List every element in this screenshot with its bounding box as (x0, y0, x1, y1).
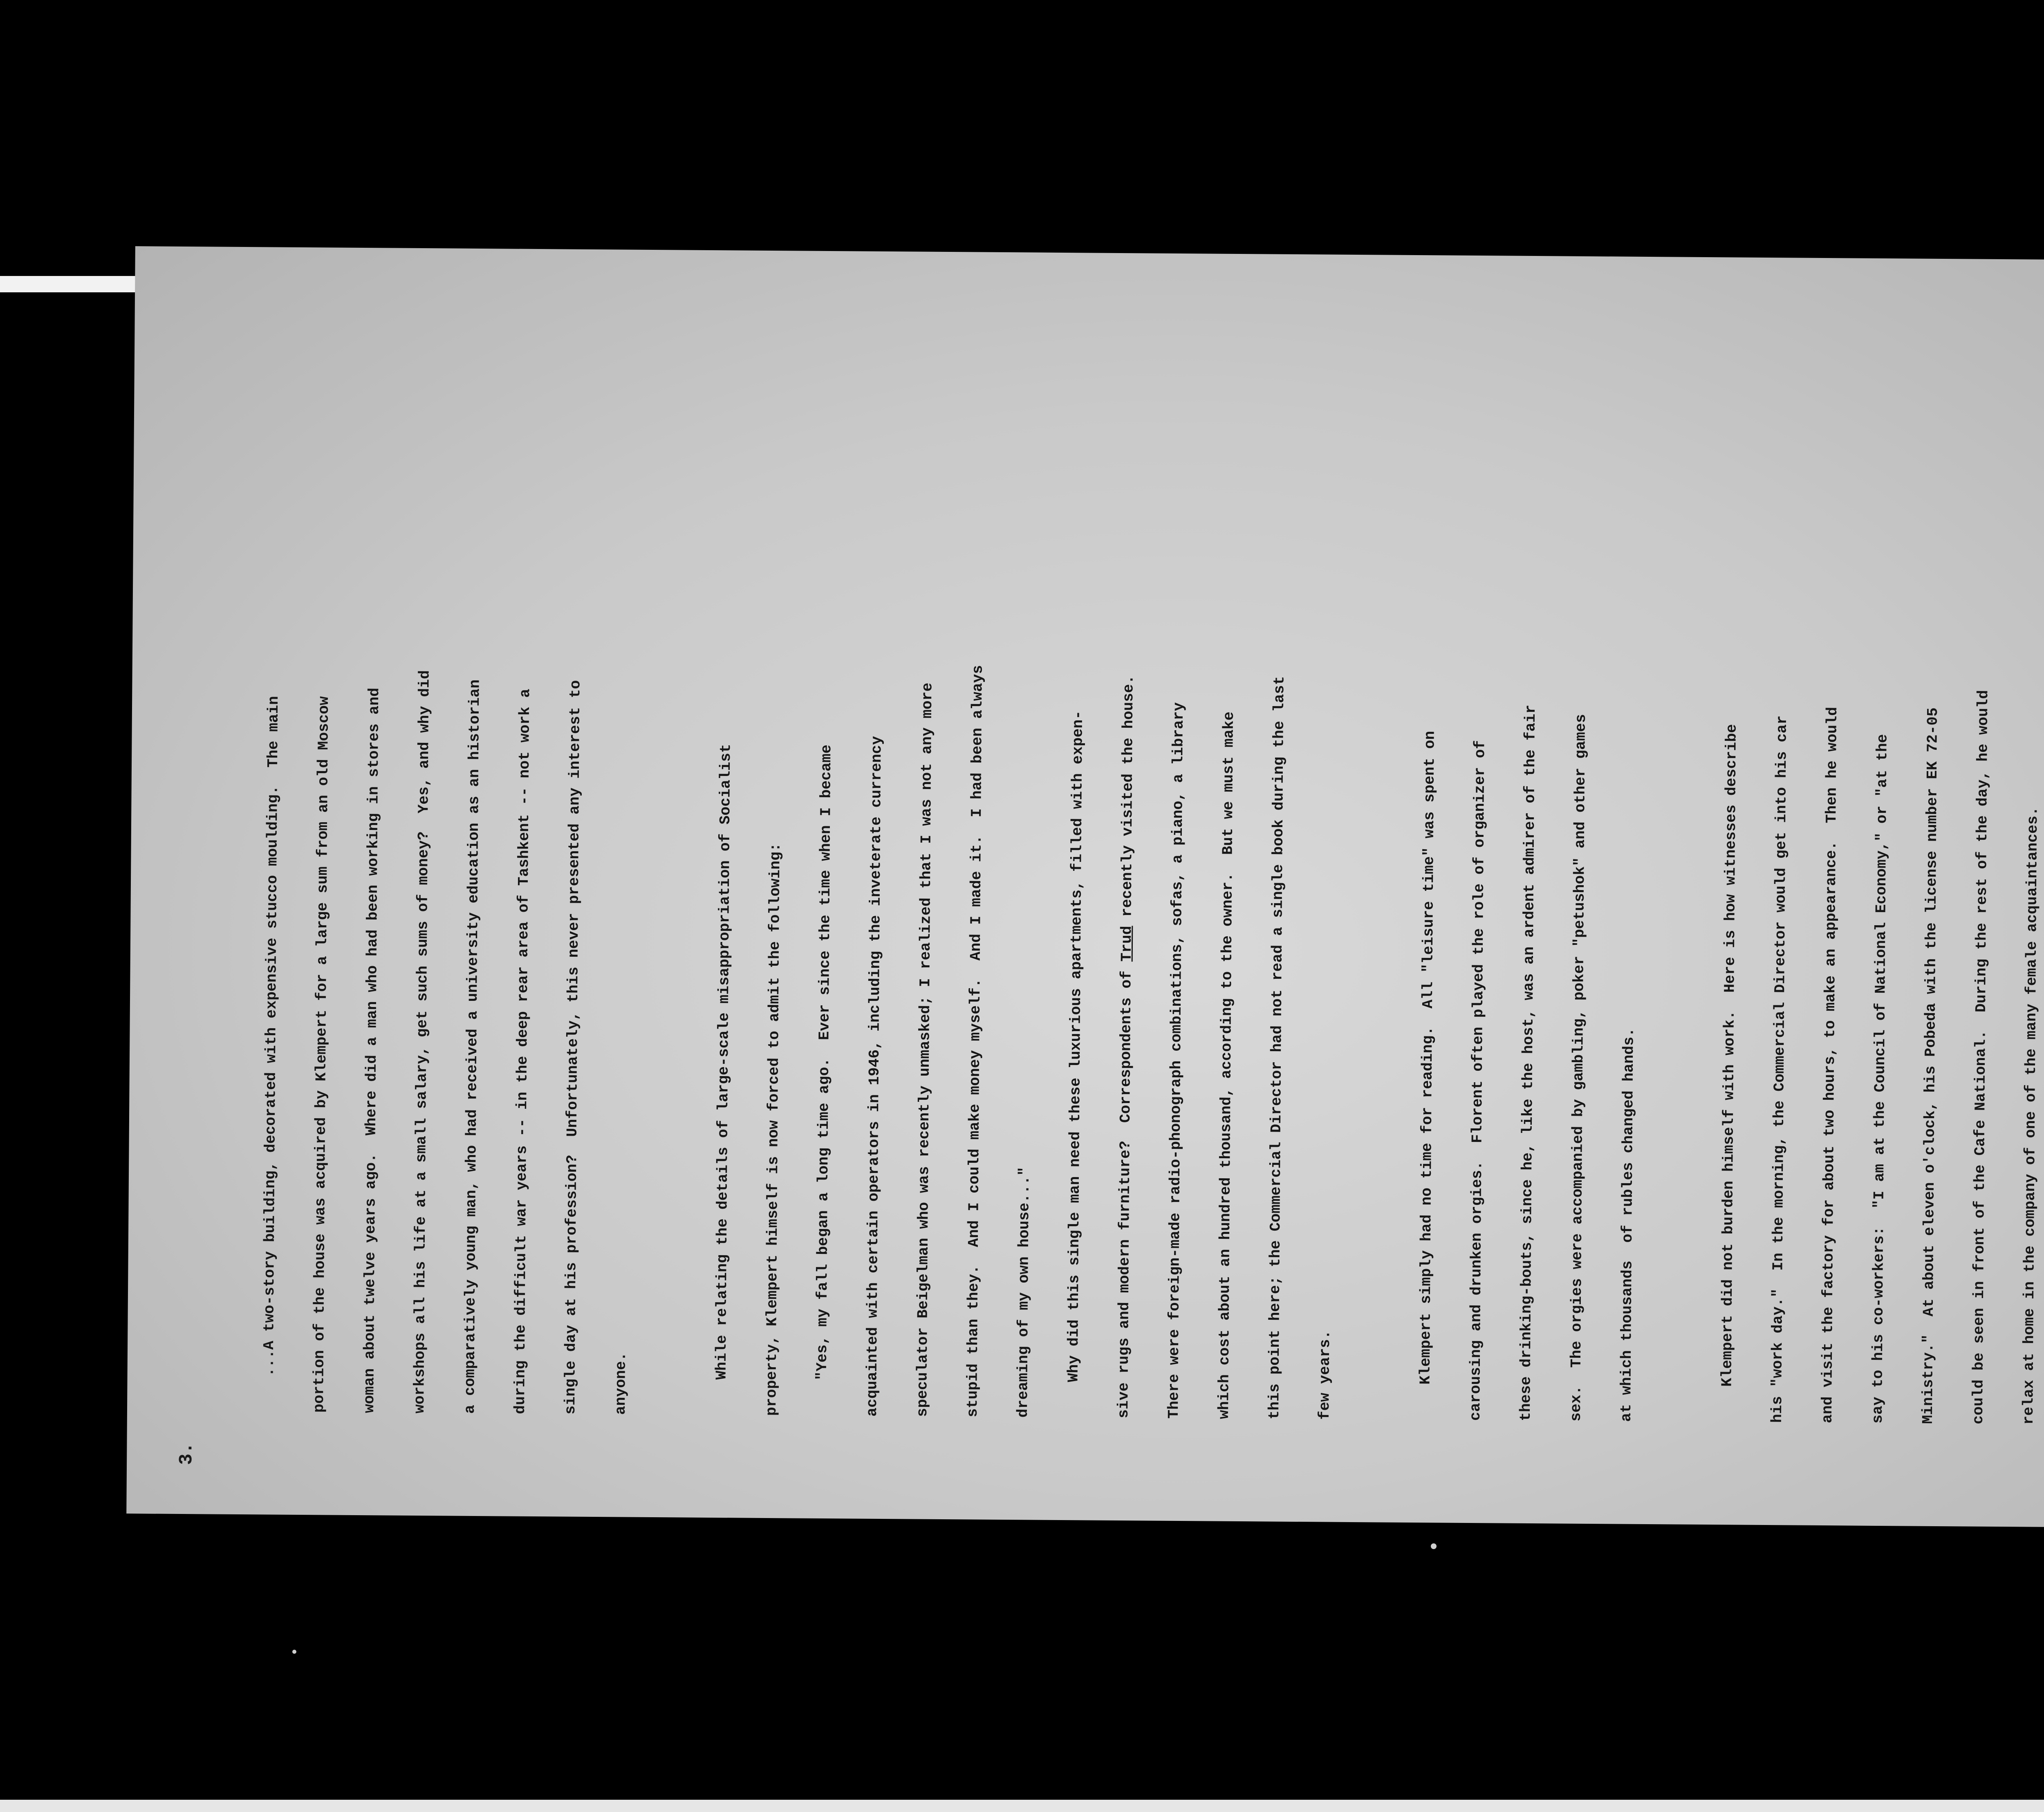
text-line: property, Klempert himself is now forced to admit the following: (763, 843, 784, 1416)
text-line: workshops all his life at a small salary, get such sums of money? Yes, and why did (411, 670, 433, 1414)
document-body (244, 316, 2044, 1426)
text-line: speculator Beigelman who was recently unmasked; I realized that I was not any more (914, 682, 936, 1417)
film-speck (1431, 1543, 1437, 1549)
text-line: anyone. (612, 1352, 630, 1415)
text-line: and visit the factory for about two hours, to make an appearance. Then he would (1819, 706, 1841, 1424)
text-line: during the difficult war years -- in the deep rear area of Tashkent -- not work a (511, 688, 534, 1414)
film-edge-strip-bottom (0, 1800, 2044, 1812)
text-line: ...A two-story building, decorated with expensive stucco moulding. The main (260, 696, 282, 1413)
text-line: Why did this single man need these luxurious apartments, filled with expen- (1065, 710, 1087, 1418)
text-line: carousing and drunken orgies. Florent often played the role of organizer of (1467, 740, 1489, 1421)
document-page (126, 246, 2044, 1528)
text-line: acquainted with certain operators in 1946, including the inveterate currency (863, 736, 885, 1417)
text-line: Klempert simply had no time for reading. All "leisure time" was spent on (1416, 731, 1439, 1421)
text-line-part: recently visited the house. (1118, 675, 1137, 926)
text-line: stupid than they. And I could make money myself. And I made it. I had been always (964, 665, 986, 1417)
text-line: his "work day." In the morning, the Commercial Director would get into his car (1768, 715, 1791, 1423)
text-line: single day at his profession? Unfortunately, this never presented any interest to (562, 680, 584, 1415)
text-line: few years. (1316, 1330, 1334, 1420)
text-line: sex. The orgies were accompanied by gambling, poker "petushok" and other games (1567, 714, 1589, 1422)
text-line: say to his co-workers: "I am at the Council of National Economy," or "at the (1869, 734, 1891, 1424)
text-line: a comparatively young man, who had received a university education as an historian (461, 679, 484, 1414)
paragraph-gap (1350, 324, 1408, 1420)
paragraph-gap (1652, 326, 1710, 1422)
underlined-newspaper-name: Trud (1118, 926, 1136, 962)
film-speck (292, 1650, 296, 1654)
paragraph-gap (646, 319, 704, 1415)
text-line: portion of the house was acquired by Klempert for a large sum from an old Moscow (310, 696, 333, 1413)
text-line: which cost about an hundred thousand, according to the owner. But we must make (1215, 711, 1238, 1419)
page-number: 3. (176, 1442, 197, 1465)
text-line: While relating the details of large-scale misappropriation of Socialist (713, 744, 735, 1416)
text-line: Klempert did not burden himself with work. Here is how witnesses describe (1718, 724, 1740, 1423)
text-line-with-underline (1098, 323, 1156, 1419)
text-line: at which thousands of rubles changed hands. (1618, 1027, 1638, 1422)
text-line: relax at home in the company of one of the many female acquaintances. (2020, 807, 2042, 1425)
text-line: There were foreign-made radio-phonograph combinations, sofas, a piano, a library (1165, 702, 1188, 1419)
rotated-text-frame (153, 287, 2044, 1487)
text-line: "Yes, my fall began a long time ago. Ever since the time when I became (813, 745, 835, 1417)
text-line: woman about twelve years ago. Where did a man who had been working in stores and (361, 687, 383, 1413)
text-line: this point here; the Commercial Director had not read a single book during the last (1266, 676, 1288, 1420)
text-line: Ministry." At about eleven o'clock, his Pobeda with the license number EK 72-05 (1919, 707, 1942, 1424)
text-line: could be seen in front of the Cafe National. During the rest of the day, he would (1970, 690, 1992, 1424)
text-line-part: sive rugs and modern furniture? Correspondents of (1115, 961, 1135, 1419)
film-edge-strip-left (0, 276, 139, 292)
text-line: dreaming of my own house..." (1014, 1166, 1033, 1418)
text-line: these drinking-bouts, since he, like the host, was an ardent admirer of the fair (1517, 704, 1540, 1422)
